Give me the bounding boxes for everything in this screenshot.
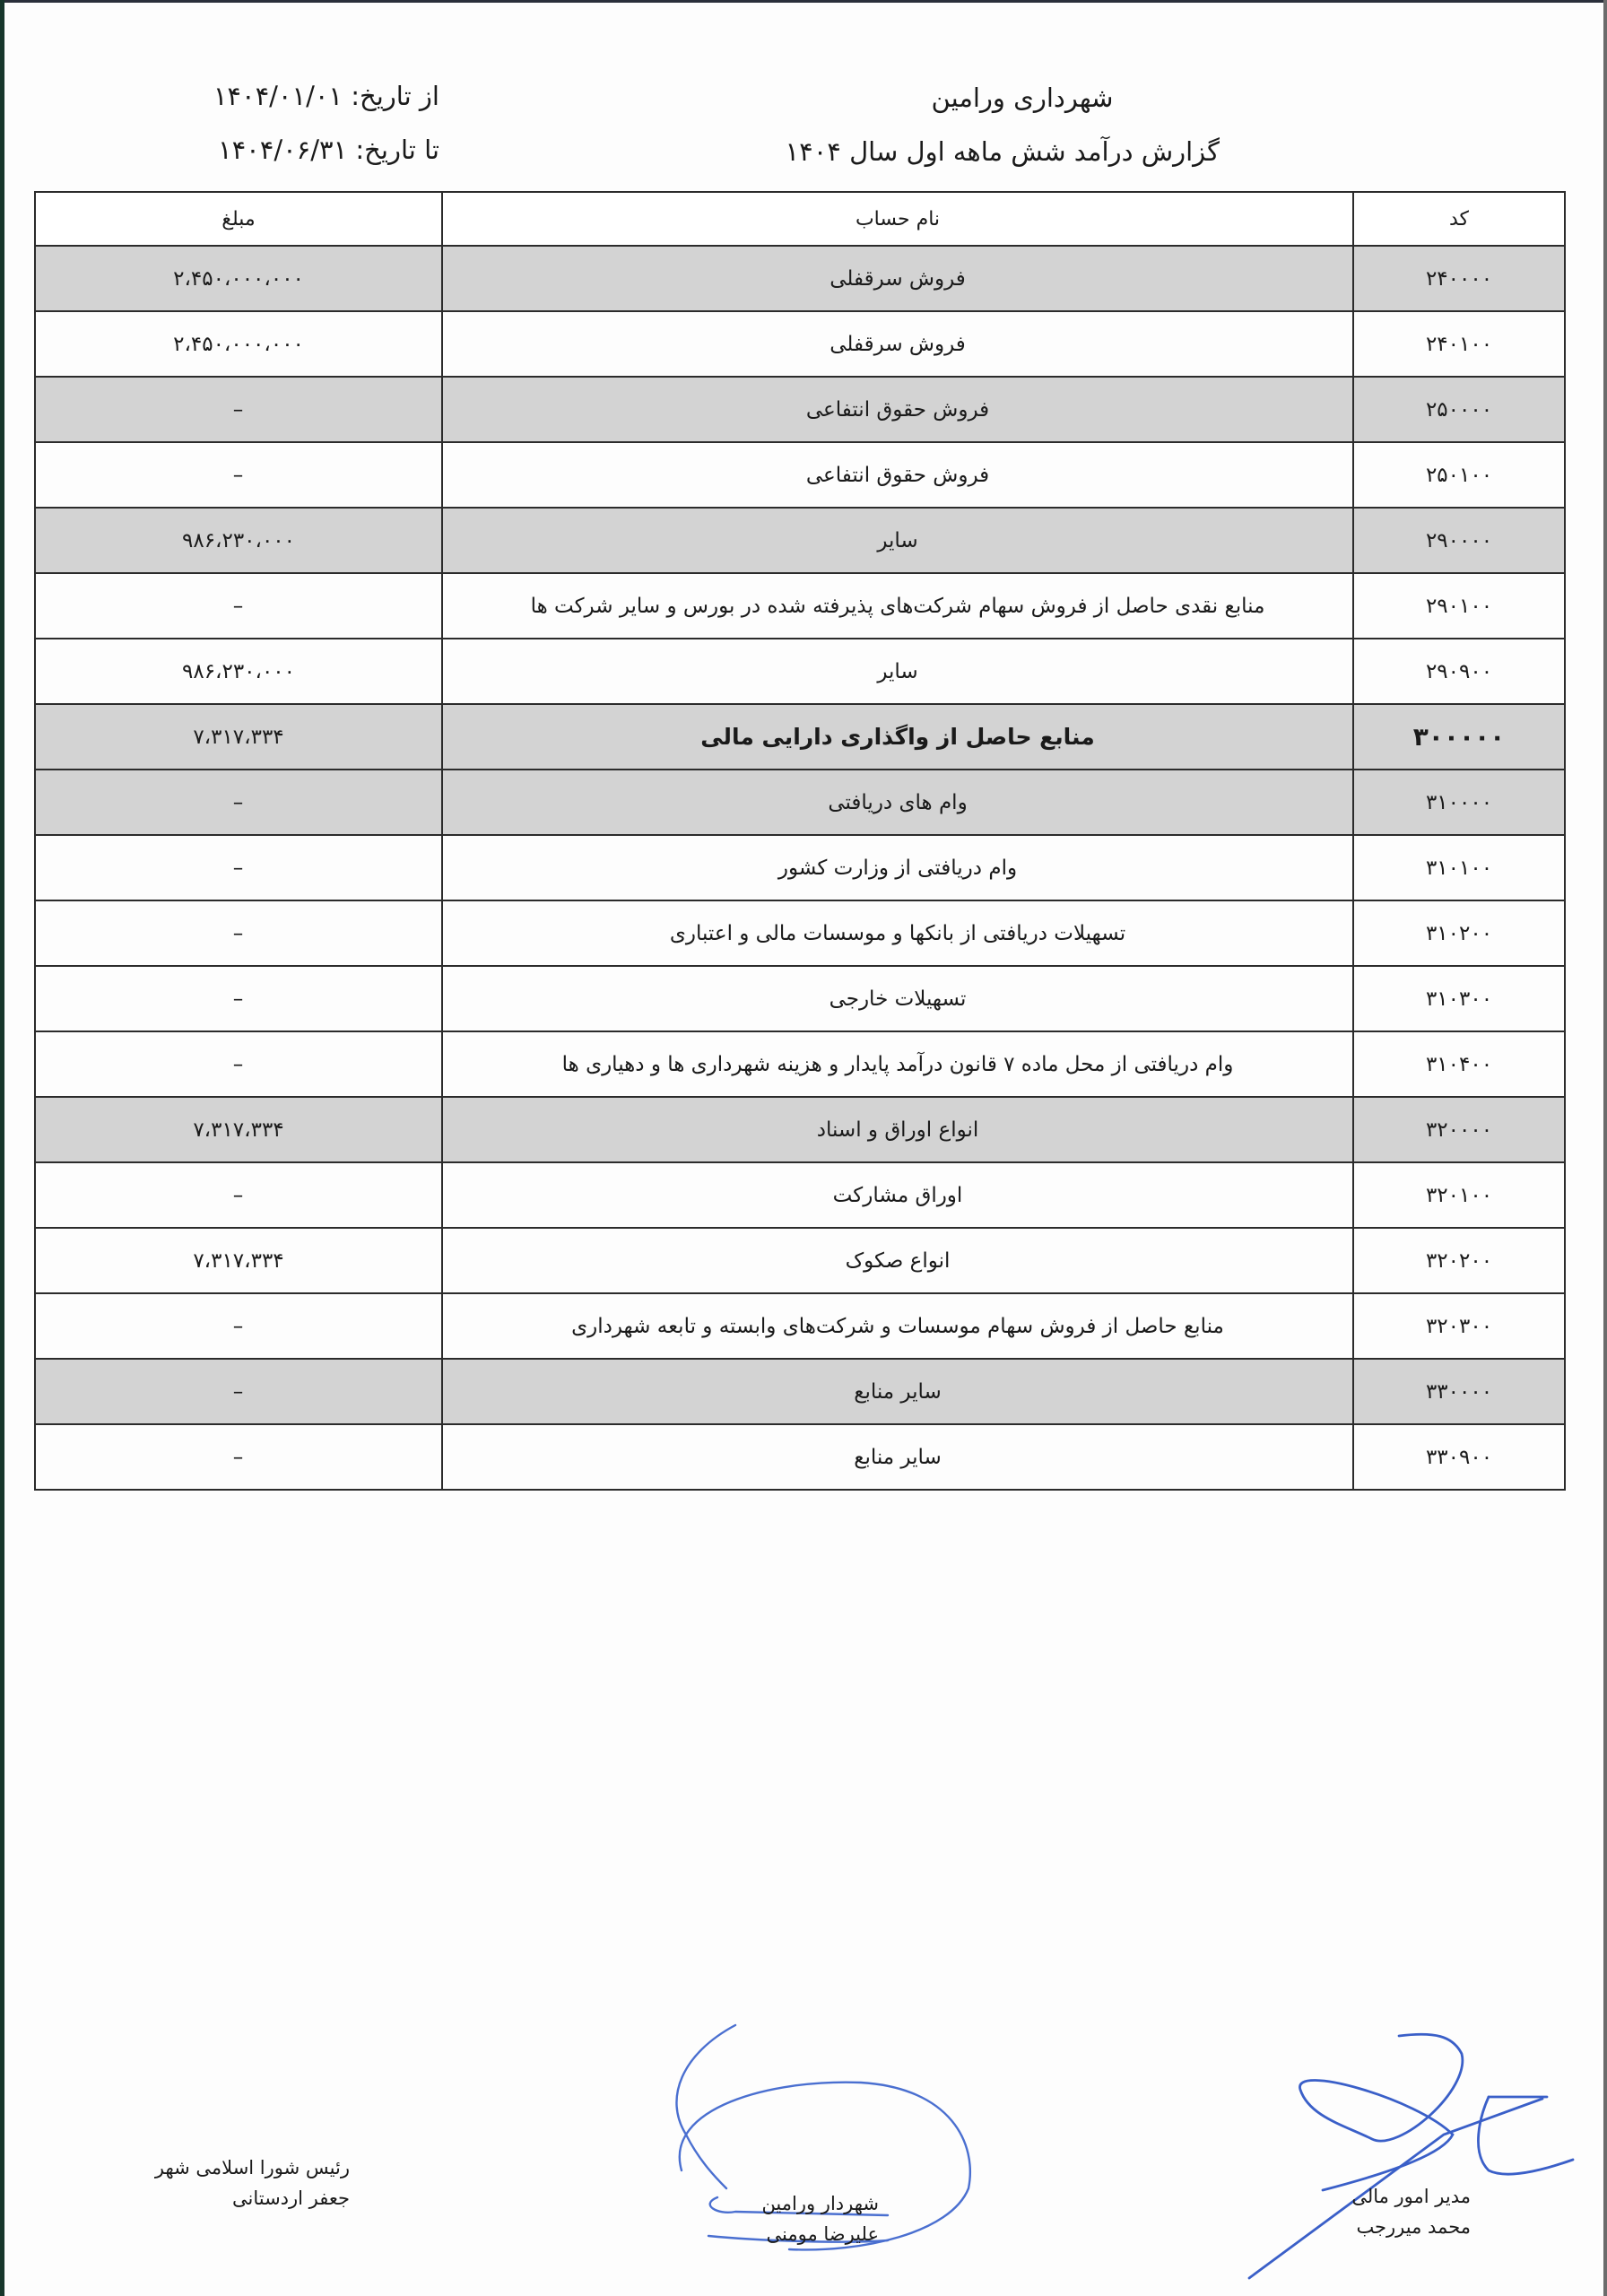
- account-name: سایر منابع: [442, 1359, 1353, 1424]
- amount: –: [232, 856, 245, 880]
- amount: –: [232, 397, 245, 422]
- account-code: ۳۲۰۳۰۰: [1353, 1293, 1565, 1359]
- column-header-code: کد: [1353, 192, 1565, 246]
- account-name: تسهیلات دریافتی از بانکها و موسسات مالی و اعتباری: [442, 900, 1353, 966]
- amount: –: [232, 987, 245, 1011]
- account-name: انواع اوراق و اسناد: [442, 1097, 1353, 1162]
- signature-finance-name: محمد میررجب: [1356, 2216, 1471, 2238]
- date-from: از تاریخ: ۱۴۰۴/۰۱/۰۱: [213, 81, 439, 111]
- account-code: ۳۰۰۰۰۰: [1353, 704, 1565, 770]
- column-header-amount: مبلغ: [35, 192, 442, 246]
- account-code: ۳۱۰۴۰۰: [1353, 1031, 1565, 1097]
- account-code: ۲۵۰۱۰۰: [1353, 442, 1565, 508]
- account-name: تسهیلات خارجی: [442, 966, 1353, 1031]
- account-name: انواع صکوک: [442, 1228, 1353, 1293]
- amount: –: [232, 1445, 245, 1469]
- account-code: ۲۹۰۹۰۰: [1353, 639, 1565, 704]
- account-code: ۲۹۰۱۰۰: [1353, 573, 1565, 639]
- amount: ۷،۳۱۷،۳۳۴: [193, 725, 284, 749]
- report-subtitle: گزارش درآمد شش ماهه اول سال ۱۴۰۴: [785, 136, 1220, 167]
- account-code: ۳۲۰۱۰۰: [1353, 1162, 1565, 1228]
- signature-finance-title: مدیر امور مالی: [1351, 2186, 1471, 2207]
- account-code: ۳۱۰۲۰۰: [1353, 900, 1565, 966]
- signature-mayor-name: علیرضا مومنی: [766, 2223, 879, 2245]
- account-name: وام های دریافتی: [442, 770, 1353, 835]
- account-name: منابع حاصل از واگذاری دارایی مالی: [442, 704, 1353, 770]
- amount: –: [232, 1379, 245, 1404]
- amount: ۲،۴۵۰،۰۰۰،۰۰۰: [173, 266, 304, 291]
- account-name: سایر منابع: [442, 1424, 1353, 1490]
- signature-finance: [1291, 2181, 1471, 2242]
- column-header-name: نام حساب: [442, 192, 1353, 246]
- date-to: تا تاریخ: ۱۴۰۴/۰۶/۳۱: [218, 135, 439, 165]
- signature-mayor: [699, 2188, 879, 2249]
- account-name: سایر: [442, 639, 1353, 704]
- amount: –: [232, 1052, 245, 1076]
- account-code: ۲۵۰۰۰۰: [1353, 377, 1565, 442]
- account-name: فروش حقوق انتفاعی: [442, 442, 1353, 508]
- amount: –: [232, 594, 245, 618]
- amount: –: [232, 463, 245, 487]
- signature-council-title: رئیس شورا اسلامی شهر: [154, 2157, 350, 2179]
- account-name: وام دریافتی از محل ماده ۷ قانون درآمد پایدار و هزینه شهرداری ها و دهیاری ها: [442, 1031, 1353, 1097]
- signature-mayor-title: شهردار ورامین: [761, 2193, 879, 2214]
- account-code: ۳۳۰۹۰۰: [1353, 1424, 1565, 1490]
- account-code: ۳۱۰۰۰۰: [1353, 770, 1565, 835]
- account-name: اوراق مشارکت: [442, 1162, 1353, 1228]
- amount: ۲،۴۵۰،۰۰۰،۰۰۰: [173, 332, 304, 356]
- account-code: ۳۲۰۰۰۰: [1353, 1097, 1565, 1162]
- account-code: ۲۴۰۰۰۰: [1353, 246, 1565, 311]
- amount: –: [232, 790, 245, 814]
- account-code: ۳۳۰۰۰۰: [1353, 1359, 1565, 1424]
- amount: –: [232, 1314, 245, 1338]
- amount: ۹۸۶،۲۳۰،۰۰۰: [181, 528, 296, 552]
- signature-council-name: جعفر اردستانی: [231, 2187, 350, 2209]
- account-code: ۳۲۰۲۰۰: [1353, 1228, 1565, 1293]
- amount: ۹۸۶،۲۳۰،۰۰۰: [181, 659, 296, 683]
- account-name: منابع حاصل از فروش سهام موسسات و شرکت‌های وابسته و تابعه شهرداری: [442, 1293, 1353, 1359]
- account-name: وام دریافتی از وزارت کشور: [442, 835, 1353, 900]
- amount: ۷،۳۱۷،۳۳۴: [193, 1118, 284, 1142]
- account-code: ۲۴۰۱۰۰: [1353, 311, 1565, 377]
- amount: –: [232, 1183, 245, 1207]
- account-name: منابع نقدی حاصل از فروش سهام شرکت‌های پذیرفته شده در بورس و سایر شرکت ها: [442, 573, 1353, 639]
- account-code: ۲۹۰۰۰۰: [1353, 508, 1565, 573]
- amount: ۷،۳۱۷،۳۳۴: [193, 1248, 284, 1273]
- account-name: فروش سرقفلی: [442, 246, 1353, 311]
- account-name: فروش حقوق انتفاعی: [442, 377, 1353, 442]
- account-name: فروش سرقفلی: [442, 311, 1353, 377]
- amount: –: [232, 921, 245, 945]
- account-code: ۳۱۰۳۰۰: [1353, 966, 1565, 1031]
- account-code: ۳۱۰۱۰۰: [1353, 835, 1565, 900]
- report-org-title: شهرداری ورامین: [931, 83, 1114, 113]
- account-name: سایر: [442, 508, 1353, 573]
